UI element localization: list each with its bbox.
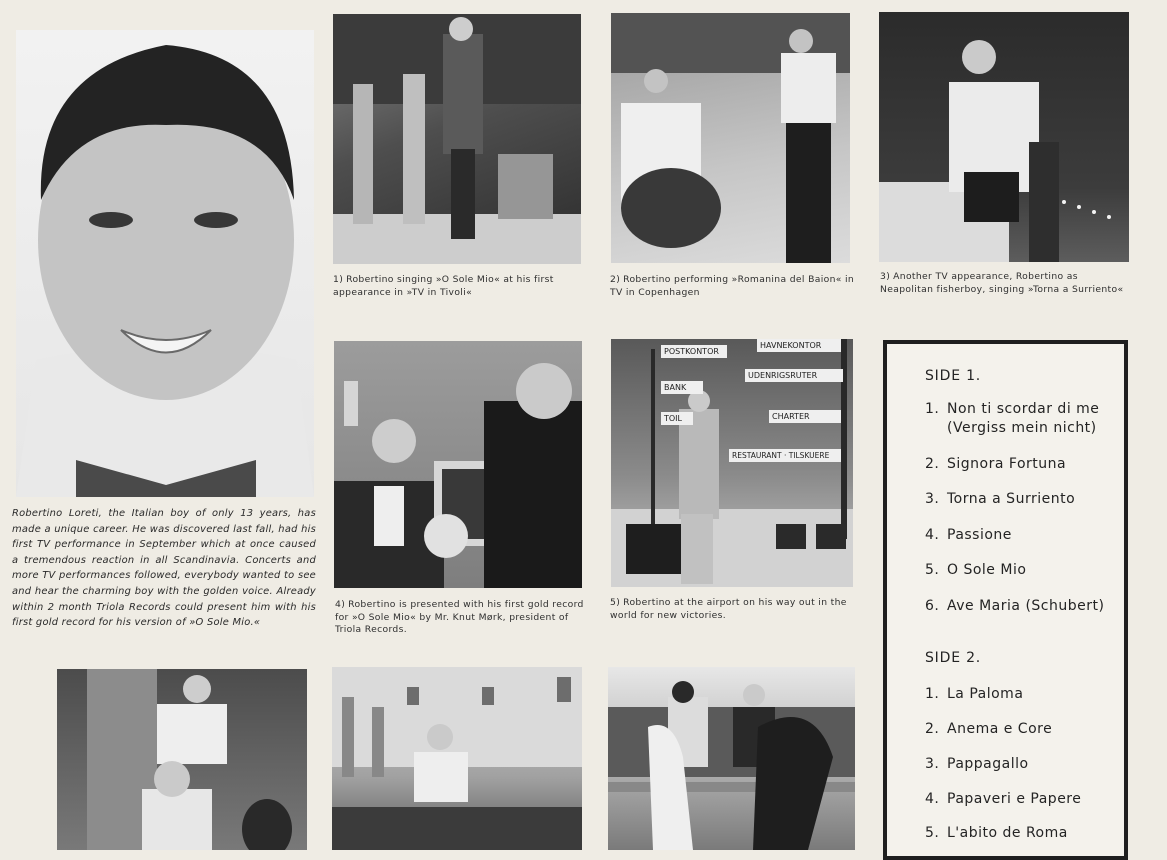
track-title: Torna a Surriento — [947, 491, 1076, 507]
side-2-heading: SIDE 2. — [925, 650, 982, 666]
track-item — [925, 561, 1130, 580]
track-item — [925, 824, 1130, 843]
track-title: Papaveri e Papere — [947, 791, 1082, 807]
caption-number: 5) — [610, 597, 621, 608]
track-item — [925, 790, 1130, 809]
photo-airport — [611, 339, 853, 587]
track-title: Passione — [947, 527, 1012, 543]
track-number: 4. — [925, 791, 940, 807]
sign-postkontor: POSTKONTOR — [661, 345, 727, 358]
photo-fisherboy — [879, 12, 1129, 262]
track-title: Anema e Core — [947, 721, 1053, 737]
track-title: La Paloma — [947, 686, 1024, 702]
portrait-photo — [16, 30, 314, 497]
track-item — [925, 490, 1130, 509]
sign-charter: CHARTER — [769, 410, 841, 423]
track-number: 1. — [925, 686, 940, 702]
sign-bank: BANK — [661, 381, 703, 394]
caption-3 — [880, 271, 1130, 296]
track-number: 4. — [925, 527, 940, 543]
track-title: Signora Fortuna — [947, 456, 1067, 472]
caption-5 — [610, 597, 860, 622]
track-number: 2. — [925, 456, 940, 472]
caption-text: Robertino at the airport on his way out in the world for new victories. — [610, 597, 847, 621]
track-number: 3. — [925, 756, 940, 772]
sign-toilet: TOIL — [661, 412, 693, 425]
photo-horse-riding — [608, 667, 855, 850]
caption-number: 4) — [335, 599, 346, 610]
track-title: L'abito de Roma — [947, 825, 1068, 841]
sign-udenrigsruter: UDENRIGSRUTER — [745, 369, 843, 382]
photo-gold-record — [334, 341, 582, 588]
caption-text: Robertino singing »O Sole Mio« at his first appearance in »TV in Tivoli« — [333, 274, 554, 298]
track-number: 3. — [925, 491, 940, 507]
track-item — [925, 720, 1130, 739]
track-number: 6. — [925, 598, 940, 614]
track-number: 2. — [925, 721, 940, 737]
photo-copenhagen — [611, 13, 850, 263]
caption-4 — [335, 599, 585, 637]
track-title: Pappagallo — [947, 756, 1029, 772]
track-item — [925, 685, 1130, 704]
track-item — [925, 455, 1130, 474]
caption-2 — [610, 274, 858, 299]
track-title: Non ti scordar di me (Vergiss mein nicht) — [947, 401, 1100, 436]
intro-paragraph: Robertino Loreti, the Italian boy of only 13 years, has made a unique career. He was discovered last fall, had his first TV performance in September which at once caused a tremendous reaction in all Scandinavia. Concerts and more TV performances followed, everybody wanted to see and hear the charming boy with the golden voice. Already within 2 month Triola Records could present him with his first gold record for his version of »O Sole Mio.« — [12, 508, 316, 629]
track-item — [925, 597, 1130, 616]
track-item — [925, 755, 1130, 774]
photo-tivoli — [333, 14, 581, 264]
sign-restaurant: RESTAURANT · TILSKUERE — [729, 449, 841, 462]
track-item — [925, 400, 1130, 438]
caption-number: 3) — [880, 271, 891, 282]
caption-1 — [333, 274, 583, 299]
track-item — [925, 526, 1130, 545]
track-number: 5. — [925, 825, 940, 841]
caption-number: 2) — [610, 274, 621, 285]
caption-text: Robertino is presented with his first gold record for »O Sole Mio« by Mr. Knut Mørk, president of Triola Records. — [335, 599, 584, 636]
side-1-heading: SIDE 1. — [925, 368, 982, 384]
photo-playing-children — [57, 669, 307, 850]
caption-number: 1) — [333, 274, 344, 285]
track-title: Ave Maria (Schubert) — [947, 598, 1105, 614]
tracklist-box — [883, 340, 1128, 860]
track-number: 5. — [925, 562, 940, 578]
caption-text: Robertino performing »Romanina del Baion« in TV in Copenhagen — [610, 274, 855, 298]
sign-havnekontor: HAVNEKONTOR — [757, 339, 841, 352]
track-title: O Sole Mio — [947, 562, 1027, 578]
photo-school-courtyard — [332, 667, 582, 850]
track-number: 1. — [925, 401, 940, 417]
caption-text: Another TV appearance, Robertino as Neapolitan fisherboy, singing »Torna a Surriento« — [880, 271, 1124, 295]
